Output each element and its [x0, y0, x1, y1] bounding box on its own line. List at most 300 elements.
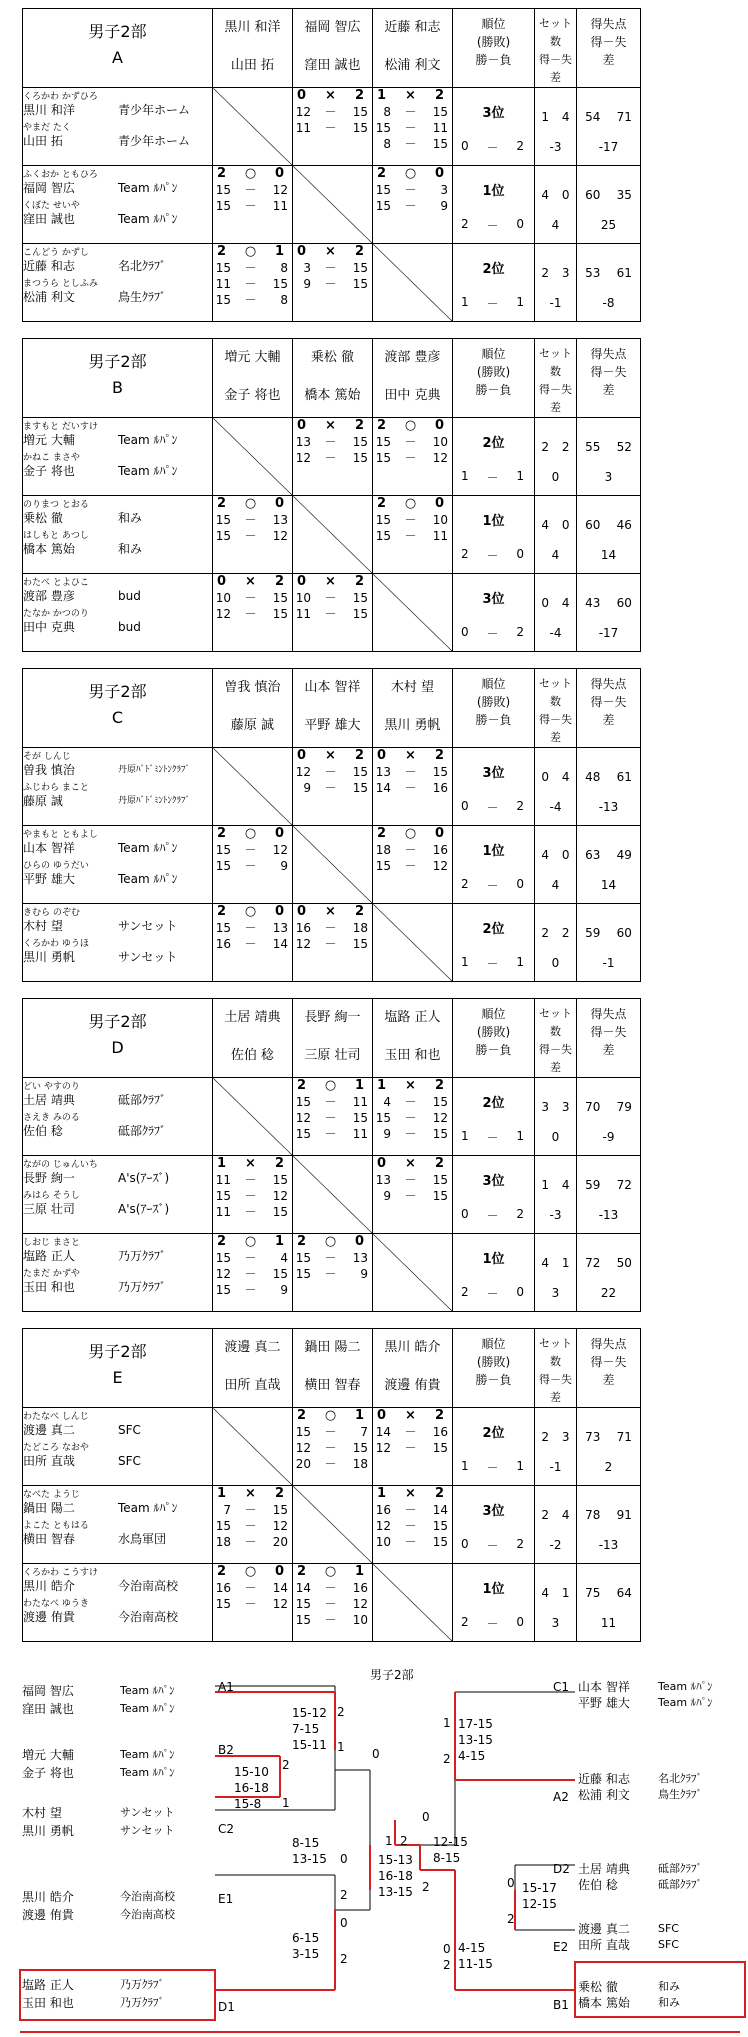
game-score-own: 20: [295, 1457, 311, 1471]
result-part: 0: [377, 748, 387, 763]
sets-won: 3: [541, 1100, 550, 1114]
game-score-own: 15: [215, 1189, 231, 1203]
points-lost: 72: [616, 1178, 632, 1192]
score-dash: －: [244, 607, 257, 621]
sets-lost: 1: [561, 1256, 570, 1270]
rank-value: 1位: [482, 1582, 505, 1597]
game-score-opp: 15: [352, 1441, 368, 1455]
game-score-opp: 13: [272, 921, 288, 935]
result-part: 2: [434, 748, 444, 763]
player-2-name: 山田 拓: [23, 134, 63, 148]
player-2-kana: くぼた せいや: [23, 201, 80, 211]
player-1-name: 木村 望: [23, 919, 63, 933]
score-dash: －: [244, 921, 257, 935]
player-2-club: Team ﾙﾊﾟﾝ: [118, 872, 178, 886]
player-1-kana: どい やすのり: [23, 1082, 80, 1092]
score-dash: －: [244, 1283, 257, 1297]
result-part: 2: [354, 574, 364, 589]
header-player-1: 黒川 和洋: [224, 20, 281, 35]
game-score-own: 12: [295, 1441, 311, 1455]
game-score-own: 14: [375, 781, 391, 795]
game-score-own: 13: [295, 435, 311, 449]
game-score-opp: 16: [432, 781, 448, 795]
points-label: 得失点: [590, 1007, 627, 1021]
points-diff: 3: [604, 470, 613, 484]
points-diff-label: 得－失: [590, 1355, 627, 1369]
player-1-kana: ながの じゅんいち: [23, 1160, 98, 1170]
winloss-sublabel: 勝－負: [475, 1373, 512, 1387]
game-score-opp: 14: [432, 1503, 448, 1517]
game-score-own: 18: [215, 1535, 231, 1549]
player-1-kana: くろかわ こうすけ: [23, 1568, 98, 1578]
result-part: 1: [274, 1234, 284, 1249]
winloss-sublabel: 勝－負: [475, 713, 512, 727]
result-part: 0: [377, 1156, 387, 1171]
score-dash: －: [324, 1425, 337, 1439]
score-dash: －: [244, 1251, 257, 1265]
player-1-club: 名北ｸﾗﾌﾞ: [118, 259, 167, 273]
score-dash: －: [404, 435, 417, 449]
player-2-club: 水鳥軍団: [118, 1532, 167, 1546]
header-player-2: 平野 雄大: [304, 718, 361, 733]
sets-won: 2: [541, 440, 550, 454]
sets-diff: -2: [549, 1538, 562, 1552]
rank-value: 2位: [482, 262, 505, 277]
game-score-opp: 9: [280, 1283, 288, 1297]
wins: 0: [461, 799, 469, 813]
game-score-opp: 15: [272, 1205, 288, 1219]
wins: 0: [461, 625, 469, 639]
group-letter: A: [112, 48, 123, 67]
sets-lost: 3: [561, 266, 570, 280]
score-dash: －: [324, 1457, 337, 1471]
game-score-opp: 11: [432, 529, 448, 543]
game-score-own: 16: [375, 1503, 391, 1517]
result-part: ○: [404, 496, 417, 511]
wins: 1: [461, 955, 469, 969]
sets-lost: 4: [561, 596, 570, 610]
game-score-opp: 16: [352, 1581, 368, 1595]
player-1-club: Team ﾙﾊﾟﾝ: [118, 841, 178, 855]
losses: 0: [516, 1285, 524, 1299]
game-score-own: 12: [295, 451, 311, 465]
player-1-club: Team ﾙﾊﾟﾝ: [118, 433, 178, 447]
result-part: 2: [354, 244, 364, 259]
rank-value: 3位: [482, 592, 505, 607]
game-score-own: 15: [215, 529, 231, 543]
game-score-own: 14: [375, 1425, 391, 1439]
score-dash: －: [404, 765, 417, 779]
game-score-opp: 18: [352, 1457, 368, 1471]
game-score-own: 3: [303, 261, 311, 275]
sets-diff: -1: [549, 296, 562, 310]
player-2-name: 黒川 勇帆: [23, 950, 75, 964]
bracket-left-player-1: 増元 大輔: [22, 1748, 74, 1762]
result-part: 2: [377, 166, 387, 181]
game-score-own: 7: [223, 1503, 231, 1517]
sets-lost: 4: [561, 1178, 570, 1192]
match-sets-right-top: 0: [422, 1810, 430, 1824]
points-lost: 60: [616, 596, 632, 610]
result-part: 2: [274, 574, 284, 589]
result-part: ○: [324, 1078, 337, 1093]
result-part: ×: [325, 748, 336, 763]
points-lost: 60: [616, 926, 632, 940]
game-score-own: 16: [295, 921, 311, 935]
result-part: 0: [297, 244, 307, 259]
sets-diff: -4: [549, 626, 562, 640]
game-score-opp: 9: [360, 1267, 368, 1281]
points-label: 得失点: [590, 677, 627, 691]
win-loss-dash: －: [486, 297, 499, 311]
header-player-1: 塩路 正人: [384, 1010, 441, 1025]
score-dash: －: [404, 1535, 417, 1549]
player-2-name: 金子 将也: [23, 464, 75, 478]
player-1-kana: くろかわ かずひろ: [23, 92, 98, 102]
win-loss-dash: －: [486, 1131, 499, 1145]
player-1-name: 塩路 正人: [23, 1249, 75, 1263]
header-player-1: 鍋田 陽二: [304, 1340, 361, 1355]
points-won: 48: [585, 770, 601, 784]
result-part: ×: [405, 1486, 416, 1501]
points-diff: 2: [604, 1460, 613, 1474]
player-2-kana: みはら そうし: [23, 1191, 80, 1201]
player-1-name: 黒川 皓介: [23, 1579, 75, 1593]
score-dash: －: [324, 1581, 337, 1595]
header-player-2: 松浦 利文: [384, 58, 441, 73]
points-diff: 25: [600, 218, 617, 232]
result-part: 0: [434, 166, 444, 181]
player-1-club: 和み: [118, 511, 143, 525]
game-score-own: 15: [215, 1251, 231, 1265]
game-score-own: 15: [215, 859, 231, 873]
player-1-club: 今治南高校: [118, 1579, 179, 1593]
bracket-right-player-1: 近藤 和志: [578, 1772, 630, 1786]
score-dash: －: [404, 843, 417, 857]
game-score-opp: 15: [352, 121, 368, 135]
result-part: 1: [354, 1564, 364, 1579]
wins: 2: [461, 1285, 469, 1299]
game-score-opp: 15: [272, 1173, 288, 1187]
player-1-kana: なべた ようじ: [23, 1490, 80, 1500]
sets-diff: 3: [551, 1286, 560, 1300]
header-player-1: 福岡 智広: [304, 20, 361, 35]
game-score-opp: 15: [352, 937, 368, 951]
losses: 2: [516, 139, 524, 153]
bracket-left-club-2: 今治南高校: [120, 1908, 175, 1921]
result-part: 0: [434, 418, 444, 433]
game-score-own: 15: [215, 1519, 231, 1533]
match-scores-final: 15-13 16-18 13-15: [378, 1853, 413, 1899]
game-score-own: 8: [383, 105, 391, 119]
game-score-opp: 15: [432, 1441, 448, 1455]
player-1-name: 長野 絢一: [23, 1171, 75, 1185]
header-player-1: 渡部 豊彦: [384, 350, 441, 365]
result-part: 0: [297, 748, 307, 763]
match-sets-C1: 1: [443, 1716, 451, 1730]
points-label: 得失点: [590, 1337, 627, 1351]
wins: 1: [461, 1129, 469, 1143]
group-title: 男子2部: [88, 682, 147, 701]
sets-lost: 2: [561, 440, 570, 454]
player-1-kana: ますもと だいすけ: [23, 422, 98, 432]
sets-lost: 3: [561, 1100, 570, 1114]
header-player-1: 乗松 徹: [310, 350, 355, 365]
player-2-club: サンセット: [118, 950, 178, 964]
rank-label: 順位: [481, 17, 506, 31]
bracket-left-club-2: サンセット: [120, 1824, 175, 1837]
game-score-opp: 18: [352, 921, 368, 935]
score-dash: －: [244, 1597, 257, 1611]
result-part: 0: [377, 1408, 387, 1423]
player-2-kana: まつうら としふみ: [23, 279, 98, 289]
bracket-left-player-1: 塩路 正人: [22, 1978, 74, 1992]
rank-label: 順位: [481, 347, 506, 361]
game-score-opp: 15: [432, 1519, 448, 1533]
result-part: ○: [244, 904, 257, 919]
losses: 2: [516, 1207, 524, 1221]
rank-label: 順位: [481, 677, 506, 691]
game-score-own: 8: [383, 137, 391, 151]
points-diff: -8: [602, 296, 615, 310]
result-part: 2: [354, 748, 364, 763]
game-score-own: 12: [375, 1519, 391, 1533]
result-part: ×: [405, 748, 416, 763]
sets-lost: 4: [561, 1508, 570, 1522]
sets-diff: 0: [551, 956, 560, 970]
header-player-2: 橋本 篤始: [304, 388, 361, 403]
header-player-2: 黒川 勇帆: [384, 718, 441, 733]
game-score-opp: 12: [432, 451, 448, 465]
player-1-kana: わたべ とよひこ: [23, 578, 89, 588]
game-score-own: 15: [215, 1597, 231, 1611]
bracket-right-player-1: 山本 智祥: [578, 1680, 630, 1694]
game-score-opp: 15: [272, 277, 288, 291]
rank-value: 1位: [482, 184, 505, 199]
player-2-name: 田所 直哉: [23, 1454, 75, 1468]
points-diff-sublabel: 差: [602, 1043, 615, 1057]
score-dash: －: [244, 843, 257, 857]
game-score-own: 11: [215, 1205, 231, 1219]
result-part: 2: [434, 1408, 444, 1423]
bracket-right-club-1: SFC: [658, 1922, 679, 1935]
player-1-kana: きむら のぞむ: [23, 908, 80, 918]
bracket-seed-A2: A2: [553, 1790, 569, 1804]
losses: 1: [516, 1459, 524, 1473]
result-part: 2: [354, 418, 364, 433]
score-dash: －: [244, 1503, 257, 1517]
score-dash: －: [404, 859, 417, 873]
points-diff: -17: [598, 140, 619, 154]
score-dash: －: [244, 199, 257, 213]
game-score-opp: 15: [272, 1503, 288, 1517]
points-diff-label: 得－失: [590, 365, 627, 379]
game-score-opp: 15: [352, 765, 368, 779]
sets-won: 2: [541, 1508, 550, 1522]
sets-diff-label: 得－失: [539, 713, 572, 726]
game-score-opp: 15: [352, 607, 368, 621]
player-2-name: 松浦 利文: [23, 290, 75, 304]
player-1-kana: しおじ まさと: [23, 1238, 80, 1248]
sets-diff: 4: [551, 218, 560, 232]
game-score-own: 15: [375, 435, 391, 449]
bracket-left-player-2: 玉田 和也: [22, 1996, 74, 2010]
header-player-1: 増元 大輔: [224, 350, 281, 365]
player-1-club: 乃万ｸﾗﾌﾞ: [118, 1249, 167, 1263]
player-1-name: 福岡 智広: [23, 181, 75, 195]
game-score-own: 15: [295, 1251, 311, 1265]
points-lost: 71: [616, 110, 632, 124]
player-1-name: 黒川 和洋: [23, 103, 75, 117]
points-lost: 64: [616, 1586, 632, 1600]
bracket-right-club-1: Team ﾙﾊﾟﾝ: [658, 1680, 713, 1693]
player-1-club: 青少年ホーム: [118, 103, 191, 117]
game-score-opp: 10: [352, 1613, 368, 1627]
sets-diff-sublabel: 差: [550, 1061, 561, 1074]
result-part: ○: [244, 1564, 257, 1579]
player-2-club: A's(ｱｰｽﾞ): [118, 1202, 170, 1216]
match-sets-C2: 1: [282, 1796, 290, 1810]
bracket-left-player-2: 窪田 誠也: [22, 1702, 74, 1716]
bracket-right-player-1: 乗松 徹: [578, 1980, 618, 1994]
game-score-opp: 3: [440, 183, 448, 197]
game-score-own: 11: [295, 121, 311, 135]
game-score-own: 9: [303, 781, 311, 795]
sets-diff-sublabel: 差: [550, 71, 561, 84]
wins: 1: [461, 295, 469, 309]
sets-diff: -3: [549, 140, 562, 154]
player-2-kana: かねこ まさや: [23, 453, 80, 463]
bracket-left-player-2: 渡邊 侑貴: [22, 1908, 74, 1922]
player-2-club: 青少年ホーム: [118, 134, 191, 148]
points-diff: 11: [600, 1616, 617, 1630]
game-score-opp: 16: [432, 1425, 448, 1439]
game-score-opp: 15: [432, 1127, 448, 1141]
final-sets-right: 2: [400, 1834, 408, 1848]
score-dash: －: [244, 937, 257, 951]
points-diff-label: 得－失: [590, 1025, 627, 1039]
game-score-opp: 15: [272, 591, 288, 605]
match-sets-semi-right-b: 2: [443, 1958, 451, 1972]
win-loss-dash: －: [486, 957, 499, 971]
match-scores-D2-E2: 15-17 12-15: [522, 1881, 557, 1911]
rank-value: 3位: [482, 1174, 505, 1189]
result-part: 2: [217, 166, 227, 181]
points-lost: 52: [616, 440, 632, 454]
header-player-2: 玉田 和也: [384, 1048, 441, 1063]
sets-won: 1: [541, 1178, 550, 1192]
game-score-opp: 15: [272, 1267, 288, 1281]
score-dash: －: [324, 451, 337, 465]
wins: 0: [461, 139, 469, 153]
result-part: ×: [405, 1408, 416, 1423]
game-score-own: 12: [215, 1267, 231, 1281]
win-loss-dash: －: [486, 549, 499, 563]
losses: 1: [516, 1129, 524, 1143]
player-1-name: 近藤 和志: [23, 259, 75, 273]
losses: 0: [516, 547, 524, 561]
group-title: 男子2部: [88, 1012, 147, 1031]
bracket-left-club-2: Team ﾙﾊﾟﾝ: [120, 1766, 175, 1779]
player-2-name: 藤原 誠: [23, 794, 63, 808]
bracket-right-club-1: 和み: [658, 1980, 680, 1993]
rank-label: 順位: [481, 1337, 506, 1351]
bracket-left-player-1: 黒川 皓介: [22, 1890, 74, 1904]
game-score-opp: 12: [432, 1111, 448, 1125]
game-score-own: 15: [215, 261, 231, 275]
game-score-own: 15: [215, 921, 231, 935]
result-part: ×: [245, 1486, 256, 1501]
game-score-opp: 11: [272, 199, 288, 213]
player-1-kana: やまもと ともよし: [23, 830, 98, 840]
wins: 0: [461, 1537, 469, 1551]
losses: 2: [516, 625, 524, 639]
score-dash: －: [324, 1111, 337, 1125]
winloss-sublabel: 勝－負: [475, 53, 512, 67]
game-score-own: 18: [375, 843, 391, 857]
bracket-left-club-1: 今治南高校: [120, 1890, 175, 1903]
match-scores-semi-right: 12-15 8-15: [433, 1835, 468, 1865]
points-won: 73: [585, 1430, 601, 1444]
rank-value: 3位: [482, 766, 505, 781]
bracket-left-player-1: 福岡 智広: [22, 1684, 74, 1698]
winloss-label: (勝敗): [476, 1355, 511, 1369]
player-2-name: 田中 克典: [23, 620, 75, 634]
losses: 2: [516, 799, 524, 813]
bracket-right-player-2: 松浦 利文: [578, 1788, 630, 1802]
score-dash: －: [404, 1189, 417, 1203]
win-loss-dash: －: [486, 471, 499, 485]
game-score-opp: 15: [432, 1173, 448, 1187]
player-1-club: Team ﾙﾊﾟﾝ: [118, 181, 178, 195]
player-2-kana: ひらの ゆうだい: [23, 861, 89, 871]
sets-diff-label: 得－失: [539, 53, 572, 66]
points-diff: -13: [598, 800, 619, 814]
points-won: 60: [585, 188, 601, 202]
bracket-right-club-2: 和み: [658, 1996, 680, 2009]
result-part: 2: [297, 1564, 307, 1579]
player-2-club: SFC: [118, 1454, 141, 1468]
score-dash: －: [404, 1173, 417, 1187]
win-loss-dash: －: [486, 1461, 499, 1475]
score-dash: －: [324, 1267, 337, 1281]
score-dash: －: [244, 1267, 257, 1281]
header-player-1: 渡邊 真二: [224, 1340, 281, 1355]
sets-lost: 4: [561, 110, 570, 124]
sets-diff: 0: [551, 1130, 560, 1144]
points-won: 55: [585, 440, 601, 454]
group-title: 男子2部: [88, 352, 147, 371]
game-score-own: 15: [375, 529, 391, 543]
game-score-own: 4: [383, 1095, 391, 1109]
winloss-sublabel: 勝－負: [475, 383, 512, 397]
result-part: 2: [377, 418, 387, 433]
result-part: ○: [244, 826, 257, 841]
result-part: 0: [274, 826, 284, 841]
result-part: ○: [244, 166, 257, 181]
result-part: 1: [354, 1078, 364, 1093]
header-player-1: 近藤 和志: [384, 20, 441, 35]
group-letter: E: [112, 1368, 123, 1387]
result-part: 0: [274, 904, 284, 919]
result-part: 2: [217, 1234, 227, 1249]
rank-value: 2位: [482, 436, 505, 451]
player-2-kana: よこた ともはる: [23, 1521, 89, 1531]
bracket-right-club-2: SFC: [658, 1938, 679, 1951]
player-1-club: SFC: [118, 1423, 141, 1437]
player-1-name: 土居 靖典: [23, 1093, 75, 1107]
result-part: 1: [377, 88, 387, 103]
